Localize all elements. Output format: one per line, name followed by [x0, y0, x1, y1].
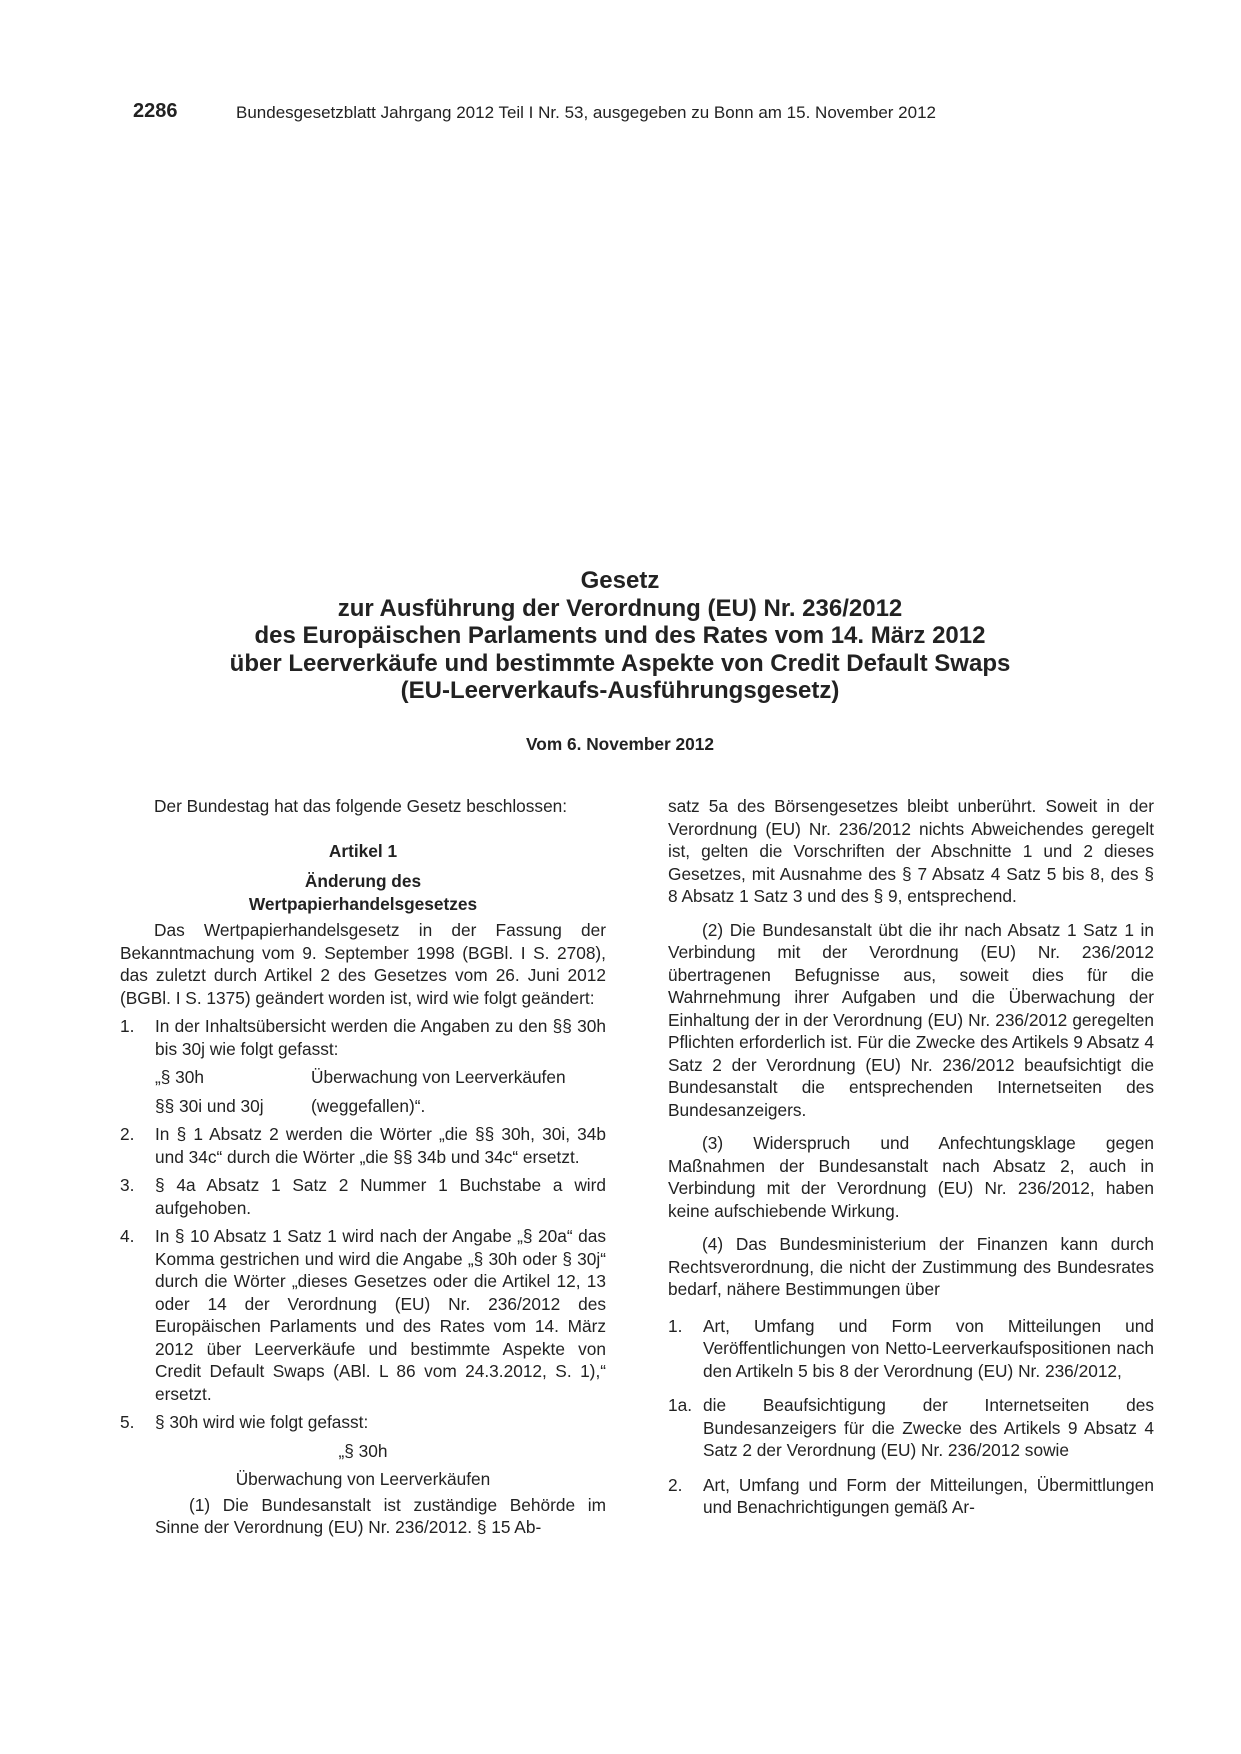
title-line: Gesetz [580, 567, 660, 594]
body-paragraph: (4) Das Bundesministerium der Finanzen kann durch Rechtsverordnung, die nicht der Zustimmung des Bundesrates bedarf, nähere Bestimmungen über [668, 1234, 1154, 1299]
section-title: Überwachung von Leerverkäufen [235, 1469, 491, 1489]
list-item [120, 1174, 606, 1219]
list-number: 1a. [668, 1395, 693, 1415]
table-row [155, 1066, 606, 1089]
list-text: In der Inhaltsübersicht werden die Angaben zu den §§ 30h bis 30j wie folgt gefasst: [155, 1016, 606, 1059]
list-number: 3. [120, 1175, 135, 1195]
page-number: 2286 [133, 100, 178, 122]
list-number: 1. [120, 1016, 135, 1036]
list-text: Art, Umfang und Form von Mitteilungen und Veröffentlichungen von Netto-Leerverkaufspositionen nach den Artikeln 5 bis 8 der Verordnung (EU) Nr. 236/2012, [703, 1315, 1154, 1381]
table-cell: (weggefallen)“. [311, 1095, 426, 1116]
left-column [120, 795, 606, 1539]
list-number: 2. [668, 1474, 683, 1495]
right-column [668, 795, 1154, 1519]
list-text: § 4a Absatz 1 Satz 2 Nummer 1 Buchstabe a wird aufgehoben. [155, 1175, 606, 1218]
table-cell: „§ 30h [155, 1067, 205, 1087]
article-heading: Artikel 1 [328, 840, 398, 861]
list-item [120, 1123, 606, 1168]
title-line: (EU-Leerverkaufs-Ausführungsgesetz) [400, 677, 840, 704]
table-row [155, 1095, 606, 1118]
list-item [668, 1315, 1154, 1383]
list-number: 1. [668, 1315, 683, 1336]
table-cell: Überwachung von Leerverkäufen [311, 1067, 566, 1087]
list-number: 2. [120, 1124, 135, 1144]
body-paragraph: Das Wertpapierhandelsgesetz in der Fassung der Bekanntmachung vom 9. September 1998 (BGBl. I S. 2708), das zuletzt durch Artikel 2 des Gesetzes vom 26. Juni 2012 (BGBl. I S. 1375) geändert worden ist, wird wie folgt geändert: [120, 920, 606, 1008]
body-paragraph: (1) Die Bundesanstalt ist zuständige Behörde im Sinne der Verordnung (EU) Nr. 236/2012. § 15 Ab- [155, 1494, 606, 1537]
article-title-line: Wertpapierhandelsgesetzes [248, 893, 478, 914]
body-paragraph: (3) Widerspruch und Anfechtungsklage gegen Maßnahmen der Bundesanstalt nach Absatz 2, auch in Verbindung mit der Verordnung (EU) Nr. 236/2012, haben keine aufschiebende Wirkung. [668, 1133, 1154, 1221]
body-paragraph: (2) Die Bundesanstalt übt die ihr nach Absatz 1 Satz 1 in Verbindung mit der Verordnung (EU) Nr. 236/2012 übertragenen Befugnisse aus, soweit dies für die Wahrnehmung ihrer Aufgaben und die Überwachung der Einhaltung der in der Verordnung (EU) Nr. 236/2012 geregelten Pflichten erforderlich ist. Für die Zwecke des Artikels 9 Absatz 4 Satz 2 der Verordnung (EU) Nr. 236/2012 beaufsichtigt die Bundesanstalt die entsprechenden Internetseiten des Bundesanzeigers. [668, 919, 1155, 1120]
running-header: Bundesgesetzblatt Jahrgang 2012 Teil I Nr. 53, ausgegeben zu Bonn am 15. November 2012 [236, 103, 936, 122]
list-number: 4. [120, 1226, 135, 1246]
article-title-line: Änderung des [304, 871, 422, 891]
list-text: In § 1 Absatz 2 werden die Wörter „die §§ 30h, 30i, 34b und 34c“ durch die Wörter „die §§ 34b und 34c“ ersetzt. [155, 1124, 606, 1167]
intro-paragraph: Der Bundestag hat das folgende Gesetz beschlossen: [154, 796, 568, 816]
list-text: Art, Umfang und Form der Mitteilungen, Übermittlungen und Benachrichtigungen gemäß Ar- [703, 1474, 1154, 1517]
table-cell: §§ 30i und 30j [155, 1095, 264, 1116]
list-text: In § 10 Absatz 1 Satz 1 wird nach der Angabe „§ 20a“ das Komma gestrichen und wird die Angabe „§ 30h oder § 30j“ durch die Wörter „dieses Gesetzes oder die Artikel 12, 13 oder 14 der Verordnung (EU) Nr. 236/2012 des Europäischen Parlaments und des Rates vom 14. März 2012 über Leerverkäufe und bestimmte Aspekte von Credit Default Swaps (ABl. L 86 vom 24.3.2012, S. 1),“ ersetzt. [155, 1226, 606, 1404]
list-item [668, 1394, 1154, 1462]
list-item [120, 1015, 606, 1060]
list-text: die Beaufsichtigung der Internetseiten des Bundesanzeigers für die Zwecke des Artikels 9 Absatz 4 Satz 2 der Verordnung (EU) Nr. 236/2012 sowie [703, 1395, 1154, 1460]
list-item [120, 1225, 606, 1405]
law-title [120, 567, 1120, 705]
list-item [120, 1411, 606, 1434]
list-item [668, 1474, 1154, 1519]
list-text: § 30h wird wie folgt gefasst: [155, 1412, 369, 1432]
title-line: des Europäischen Parlaments und des Rates vom 14. März 2012 [254, 622, 986, 649]
title-line: über Leerverkäufe und bestimmte Aspekte von Credit Default Swaps [229, 649, 1011, 677]
section-number: „§ 30h [338, 1440, 388, 1461]
list-number: 5. [120, 1412, 135, 1432]
title-line: zur Ausführung der Verordnung (EU) Nr. 236/2012 [337, 594, 903, 622]
law-date: Vom 6. November 2012 [526, 734, 714, 754]
body-paragraph: satz 5a des Börsengesetzes bleibt unberührt. Soweit in der Verordnung (EU) Nr. 236/2012 nichts Abweichendes geregelt ist, gelten die Vorschriften der Abschnitte 1 und 2 dieses Gesetzes, mit Ausnahme des § 7 Absatz 4 Satz 5 bis 8, des § 8 Absatz 1 Satz 3 und des § 9, entsprechend. [668, 796, 1154, 906]
